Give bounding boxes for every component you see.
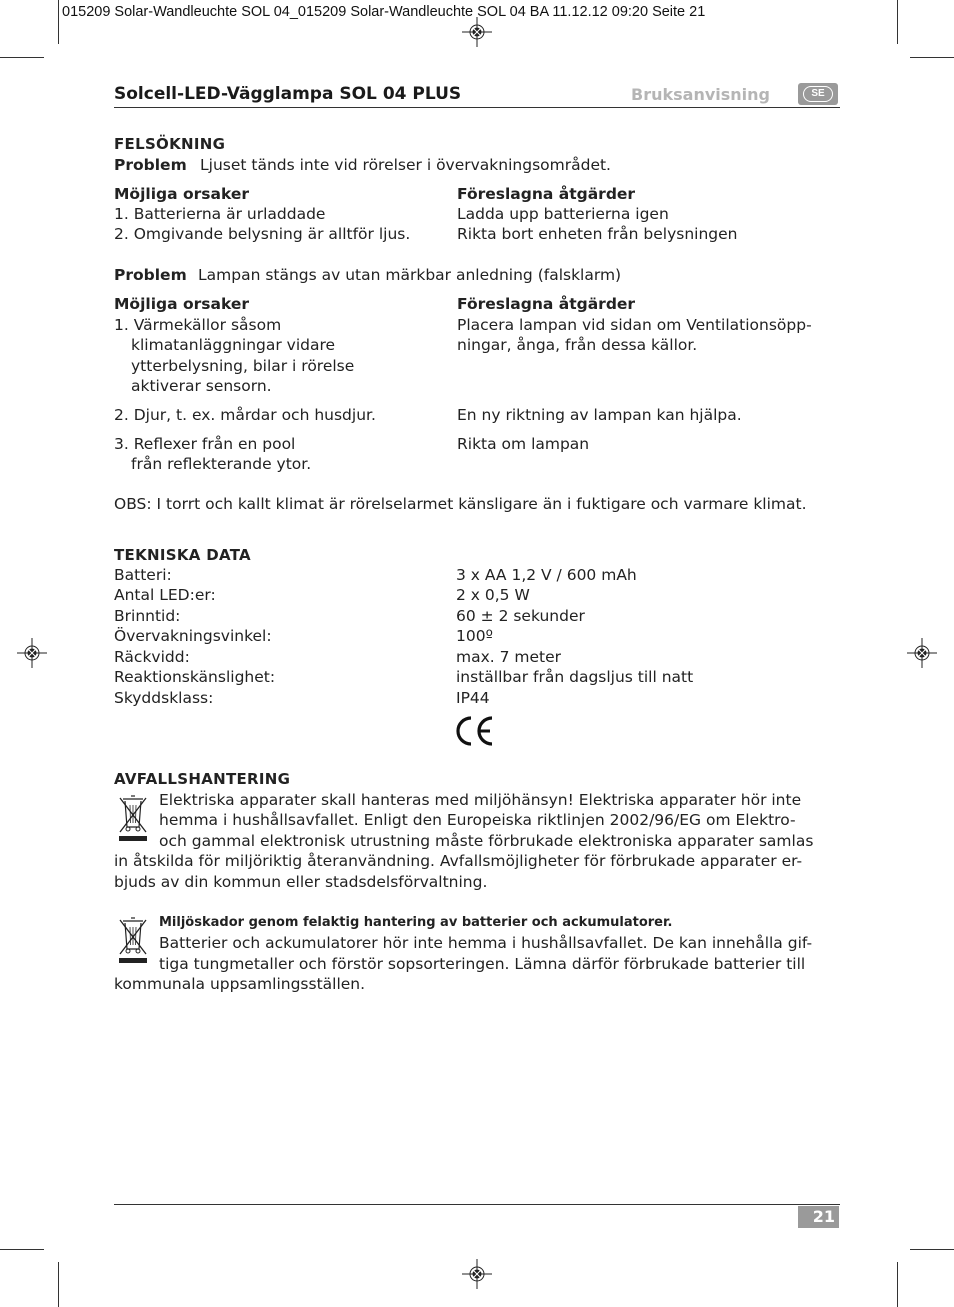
header-rule xyxy=(114,107,840,108)
language-badge-label: SE xyxy=(803,86,833,102)
section-heading-troubleshooting: FELSÖKNING xyxy=(114,135,226,153)
disposal-para-1-line: bjuds av din kommun eller stadsdelsförvaltning. xyxy=(114,873,488,891)
problem-1-action-1: Ladda upp batterierna igen xyxy=(457,205,669,223)
disposal-para-1-line: in åtskilda för miljöriktig återanvändning. Avfallsmöjligheter för förbrukade apparater er- xyxy=(114,852,803,870)
problem-2-cause-3-line: 3. Reflexer från en pool xyxy=(114,435,296,453)
crop-mark xyxy=(58,0,59,44)
disposal-para-2-line: kommunala uppsamlingsställen. xyxy=(114,975,366,993)
crossed-bin-icon xyxy=(117,795,149,843)
page-subtitle: Bruksanvisning xyxy=(631,85,770,104)
problem-1-cause-2: 2. Omgivande belysning är alltför ljus. xyxy=(114,225,411,243)
section-heading-disposal: AVFALLSHANTERING xyxy=(114,770,291,788)
crop-mark xyxy=(897,1262,898,1307)
problem-2-cause-3-line: från reflekterande ytor. xyxy=(131,455,312,473)
problem-2-action-3: Rikta om lampan xyxy=(457,435,590,453)
problem-2-cause-1-line: klimatanläggningar vidare xyxy=(131,336,336,354)
problem-2-cause-1-line: aktiverar sensorn. xyxy=(131,377,272,395)
crossed-bin-icon xyxy=(117,917,149,965)
spec-value: IP44 xyxy=(456,689,490,707)
disposal-para-1-line: hemma i hushållsavfallet. Enligt den Europeiska riktlinjen 2002/96/EG om Elektro- xyxy=(159,811,796,829)
spec-value: max. 7 meter xyxy=(456,648,562,666)
crop-mark xyxy=(0,57,44,58)
actions-label: Föreslagna åtgärder xyxy=(457,295,636,313)
problem-label: Problem xyxy=(114,266,187,284)
registration-mark-icon xyxy=(17,638,47,668)
spec-label: Brinntid: xyxy=(114,607,181,625)
causes-label: Möjliga orsaker xyxy=(114,295,249,313)
spec-value: 2 x 0,5 W xyxy=(456,586,530,604)
print-header: 015209 Solar-Wandleuchte SOL 04_015209 Solar-Wandleuchte SOL 04 BA 11.12.12 09:20 Seite 21 xyxy=(62,4,706,20)
registration-mark-icon xyxy=(462,17,492,47)
footer-rule xyxy=(114,1204,840,1205)
actions-label: Föreslagna åtgärder xyxy=(457,185,636,203)
spec-label: Räckvidd: xyxy=(114,648,190,666)
spec-label: Övervakningsvinkel: xyxy=(114,627,272,645)
problem-2-cause-1-line: 1. Värmekällor såsom xyxy=(114,316,282,334)
disposal-para-1-line: och gammal elektronisk utrustning måste förbrukade elektroniska apparater samlas xyxy=(159,832,814,850)
crop-mark xyxy=(910,57,954,58)
disposal-para-2-line: tiga tungmetaller och förstör sopsorteringen. Lämna därför förbrukade batterier till xyxy=(159,955,806,973)
disposal-para-2-line: Batterier och ackumulatorer hör inte hemma i hushållsavfallet. De kan innehålla gif- xyxy=(159,934,813,952)
problem-2-text: Lampan stängs av utan märkbar anledning (falsklarm) xyxy=(198,266,622,284)
climate-note: OBS: I torrt och kallt klimat är rörelselarmet känsligare än i fuktigare och varmare klimat. xyxy=(114,495,807,513)
spec-value: 3 x AA 1,2 V / 600 mAh xyxy=(456,566,637,584)
spec-value: 60 ± 2 sekunder xyxy=(456,607,585,625)
ce-mark-icon xyxy=(452,713,496,749)
spec-label: Antal LED:er: xyxy=(114,586,216,604)
battery-warning: Miljöskador genom felaktig hantering av batterier och ackumulatorer. xyxy=(159,915,673,930)
registration-mark-icon xyxy=(462,1259,492,1289)
problem-1-text: Ljuset tänds inte vid rörelser i övervakningsområdet. xyxy=(200,156,611,174)
problem-label: Problem xyxy=(114,156,187,174)
problem-2-action-1-line: ningar, ånga, från dessa källor. xyxy=(457,336,698,354)
crop-mark xyxy=(897,0,898,44)
registration-mark-icon xyxy=(907,638,937,668)
crop-mark xyxy=(910,1249,954,1250)
problem-2-cause-2: 2. Djur, t. ex. mårdar och husdjur. xyxy=(114,406,376,424)
crop-mark xyxy=(58,1262,59,1307)
language-badge xyxy=(798,83,838,105)
section-heading-technical: TEKNISKA DATA xyxy=(114,546,251,564)
causes-label: Möjliga orsaker xyxy=(114,185,249,203)
problem-1-cause-1: 1. Batterierna är urladdade xyxy=(114,205,326,223)
spec-label: Reaktionskänslighet: xyxy=(114,668,276,686)
spec-value: 100º xyxy=(456,627,493,645)
problem-1-action-2: Rikta bort enheten från belysningen xyxy=(457,225,738,243)
problem-2-cause-1-line: ytterbelysning, bilar i rörelse xyxy=(131,357,355,375)
page-number: 21 xyxy=(798,1206,839,1228)
spec-label: Batteri: xyxy=(114,566,172,584)
disposal-para-1-line: Elektriska apparater skall hanteras med miljöhänsyn! Elektriska apparater hör inte xyxy=(159,791,802,809)
problem-2-action-2: En ny riktning av lampan kan hjälpa. xyxy=(457,406,742,424)
spec-label: Skyddsklass: xyxy=(114,689,214,707)
problem-2-action-1-line: Placera lampan vid sidan om Ventilationsöpp- xyxy=(457,316,812,334)
page-title: Solcell-LED-Vägglampa SOL 04 PLUS xyxy=(114,84,462,104)
spec-value: inställbar från dagsljus till natt xyxy=(456,668,694,686)
crop-mark xyxy=(0,1249,44,1250)
